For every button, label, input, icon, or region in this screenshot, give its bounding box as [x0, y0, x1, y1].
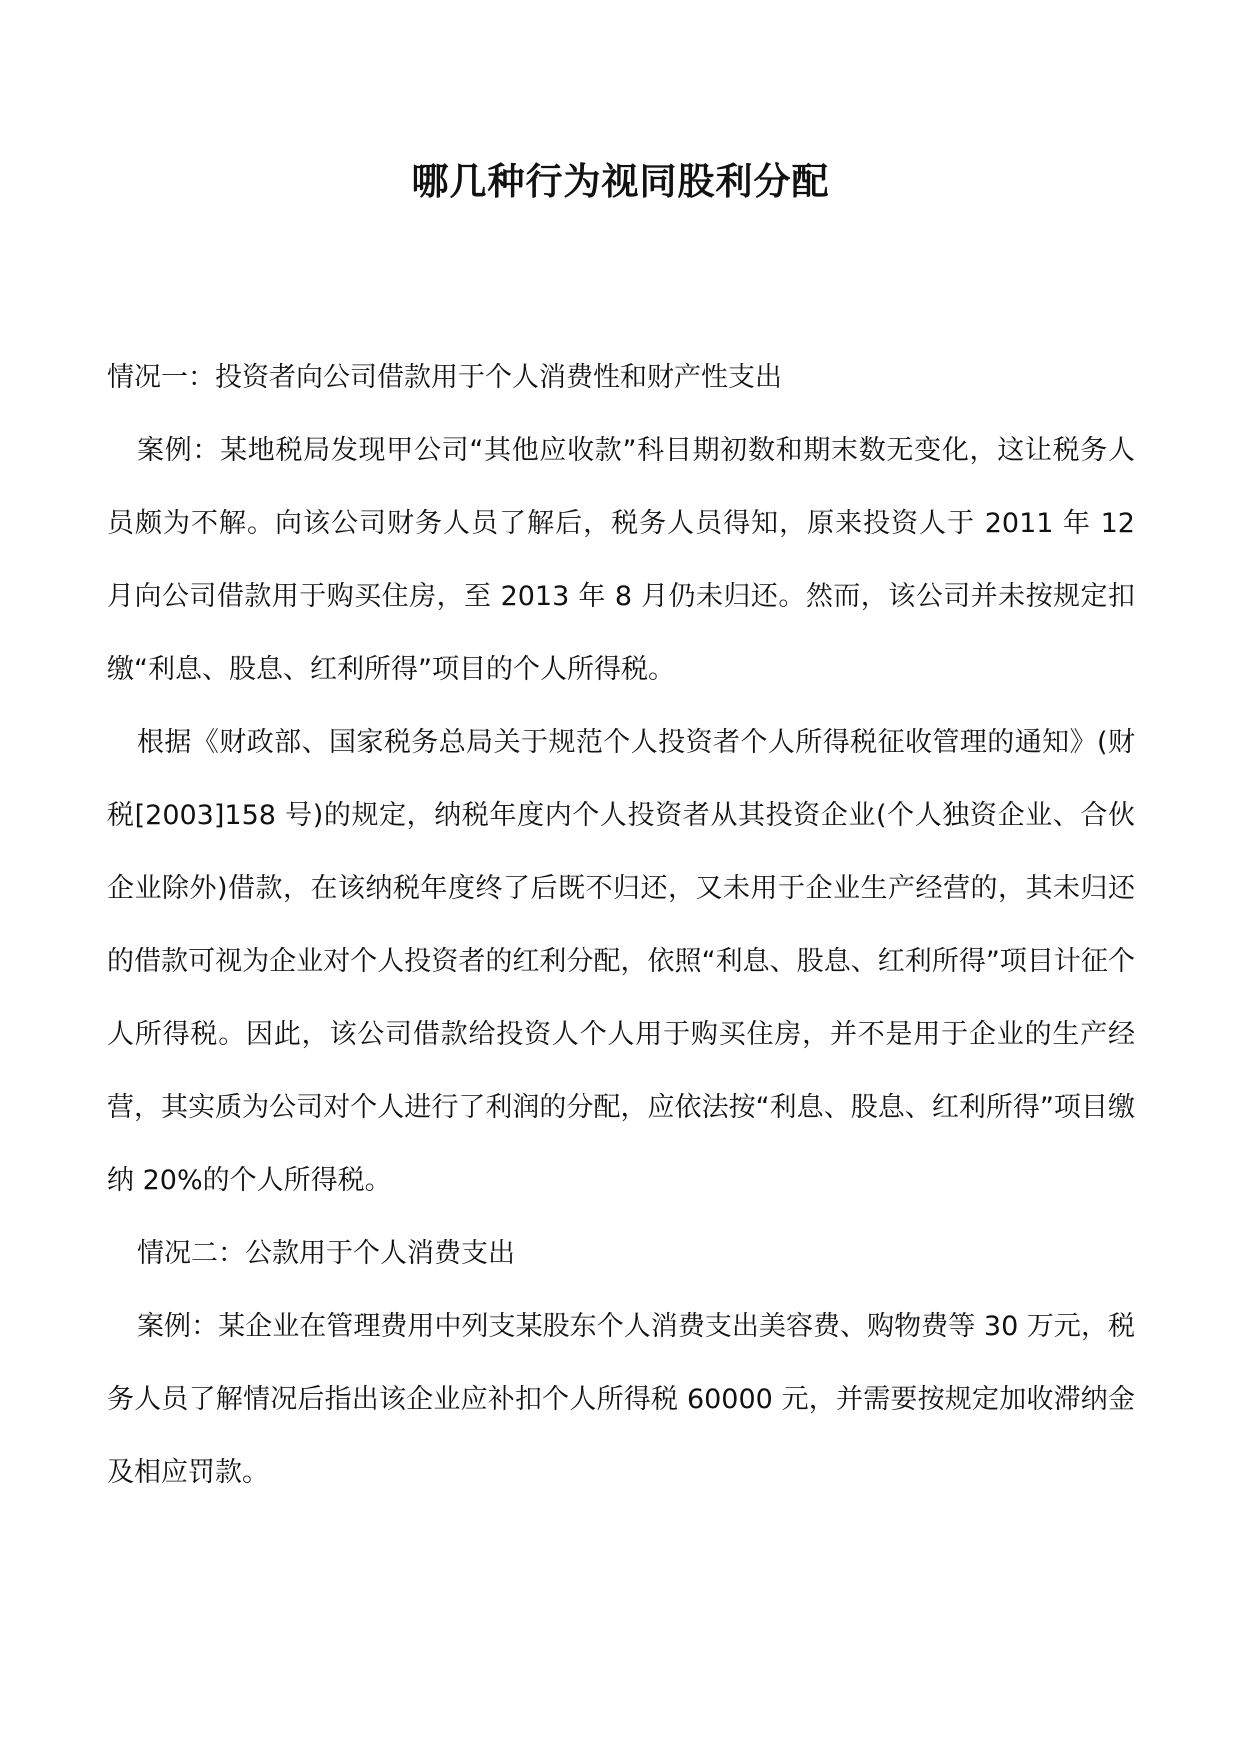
paragraph-legal-basis: 根据《财政部、国家税务总局关于规范个人投资者个人所得税征收管理的通知》(财税[2003]158 号)的规定，纳税年度内个人投资者从其投资企业(个人独资企业、合伙企业除外)借款，在该纳税年度终了后既不归还，又未用于企业生产经营的，其未归还的借款可视为企业对个人投资者的红利分配，依照“利息、股息、红利所得”项目计征个人所得税。因此，该公司借款给投资人个人用于购买住房，并不是用于企业的生产经营，其实质为公司对个人进行了利润的分配，应依法按“利息、股息、红利所得”项目缴纳 20%的个人所得税。	[107, 727, 1135, 1196]
section-heading-case-one: 情况一：投资者向公司借款用于个人消费性和财产性支出	[107, 362, 782, 393]
paragraph-case-two-example: 案例：某企业在管理费用中列支某股东个人消费支出美容费、购物费等 30 万元，税务人员了解情况后指出该企业应补扣个人所得税 60000 元，并需要按规定加收滞纳金及相应罚款。	[107, 1311, 1135, 1488]
document-body	[107, 341, 1135, 1509]
section-heading-case-two: 情况二：公款用于个人消费支出	[137, 1238, 515, 1269]
paragraph-case-one-example: 案例：某地税局发现甲公司“其他应收款”科目期初数和期末数无变化，这让税务人员颇为不解。向该公司财务人员了解后，税务人员得知，原来投资人于 2011 年 12 月向公司借款用于购买住房，至 2013 年 8 月仍未归还。然而，该公司并未按规定扣缴“利息、股息、红利所得”项目的个人所得税。	[107, 435, 1135, 685]
document-title: 哪几种行为视同股利分配	[411, 159, 830, 203]
